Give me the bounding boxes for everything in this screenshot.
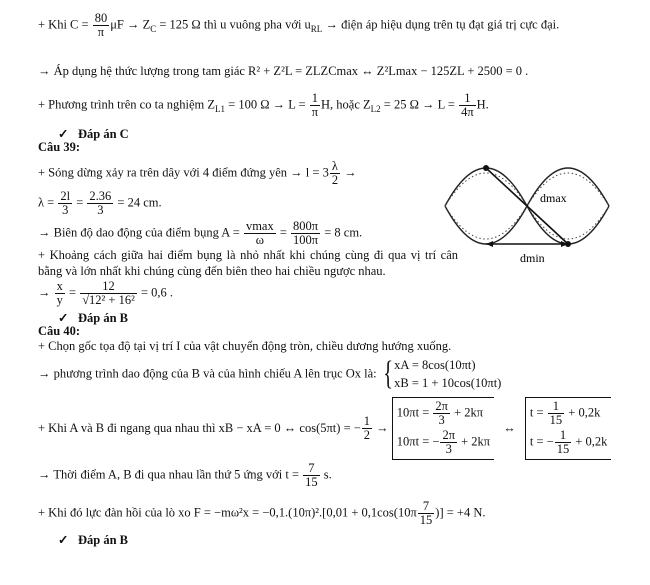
question-40-heading: Câu 40: [38, 324, 81, 338]
check-icon: ✓ [58, 533, 69, 547]
text-line-wavelength: λ = $\frac{2l}{3}$ = $\frac{2.36}{3}$ = 24 cm. [38, 189, 162, 218]
dmin-label: dmin [520, 251, 545, 265]
equation-system: xA = 8cos(10πt) xB = 1 + 10cos(10πt) [394, 358, 502, 391]
text: + Khi C = [38, 17, 92, 32]
answer-b-39: ✓ Đáp án B [58, 311, 129, 325]
standing-wave-figure [440, 148, 620, 268]
bracket-solutions-1: 10πt = $\frac{2\pi}{3}$ + 2kπ 10πt = − $\frac{2\pi}{3}$ + 2kπ [392, 397, 494, 460]
dmax-arrow [486, 168, 568, 244]
fraction: $\frac{80}{\pi}$ [94, 11, 108, 40]
wave-dotted-upper [445, 173, 609, 206]
dmax-label: dmax [540, 191, 567, 205]
wave-solid-lower [445, 206, 609, 244]
text-line-force: + Khi đó lực đàn hồi của lò xo F = −mω²x = −0,1.(10π)².[0,01 + 0,1cos(10π $\frac{7}{15}$ )] = +4 N. [38, 499, 486, 528]
wave-solid-upper [445, 168, 609, 206]
brace-icon: { [383, 355, 393, 393]
check-icon: ✓ [58, 311, 69, 325]
text-line-equations: → phương trình dao động của B và của hình chiếu A lên trục Ox là: { xA = 8cos(10πt) xB = 1 + 10cos(10πt) [38, 355, 502, 393]
text-line-fifth-time: → Thời điểm A, B đi qua nhau lần thứ 5 ứng với t = $\frac{7}{15}$ s. [38, 461, 332, 490]
text-line-amplitude: → Biên độ dao động của điểm bụng A = $\frac{vmax}{\omega}$ = $\frac{800\pi}{100\pi}$ = 8 cm. [38, 219, 363, 248]
check-icon: ✓ [58, 127, 69, 141]
text-line-meeting: + Khi A và B đi ngang qua nhau thì xB − xA = 0 ↔ cos(5πt) = − $\frac{1}{2}$ → 10πt = $\frac{2\pi}{3}$ + 2kπ 10πt = − $\frac{2\pi}{3}$ + 2kπ ↔ t = $\frac{1}{15}$ + 0,2k t = − $\frac{1}{15}$ + 0,2k [38, 397, 611, 460]
text-line-distance: + Khoảng cách giữa hai điểm bụng là nhỏ nhất khi chúng cùng đi qua vị trí cân bằng và lớn nhất khi chúng cùng đến biên theo hai chiều ngược nhau. [38, 248, 458, 279]
text-line-ratio: → $\frac{x}{y}$ = $\frac{12}{\text{√12² + 16²}}$ = 0,6 . [38, 279, 174, 308]
answer-b-40: ✓ Đáp án B [58, 533, 129, 547]
bracket-solutions-2: t = $\frac{1}{15}$ + 0,2k t = − $\frac{1}{15}$ + 0,2k [525, 397, 612, 460]
arrowhead-icon [486, 241, 493, 247]
text-line-standing-wave: + Sóng dừng xảy ra trên dây với 4 điểm đứng yên → l = 3 $\frac{\lambda}{2}$ → [38, 159, 357, 188]
text-line-solutions: + Phương trình trên co ta nghiệm $Z_{L1} = 100$ Ω → L = $\frac{1}{\pi}$ H, hoặc $Z_{L2} = 25$ Ω → L = $\frac{1}{4\pi}$ H. [38, 91, 489, 120]
text-line-origin: + Chọn gốc tọa độ tại vị trí I của vật chuyển động tròn, chiều dương hướng xuống. [38, 339, 452, 353]
text-line-triangle-relation: → Áp dụng hệ thức lượng trong tam giác R² + Z²L = ZLZCmax ↔ Z²Lmax − 125ZL + 2500 = 0 . [38, 64, 529, 78]
text-line-capacitor: + Khi C = $\frac{80}{\pi}$ $\mu F \to Z_C = 125$ Ω thì u vuông pha với $u_{RL}$ → điện áp hiệu dụng trên tụ đạt giá trị cực đại. [38, 11, 560, 40]
antinode-point-a [483, 165, 489, 171]
wave-dotted-lower [445, 206, 609, 239]
question-39-heading: Câu 39: [38, 140, 81, 154]
answer-c: ✓ Đáp án C [58, 127, 129, 141]
